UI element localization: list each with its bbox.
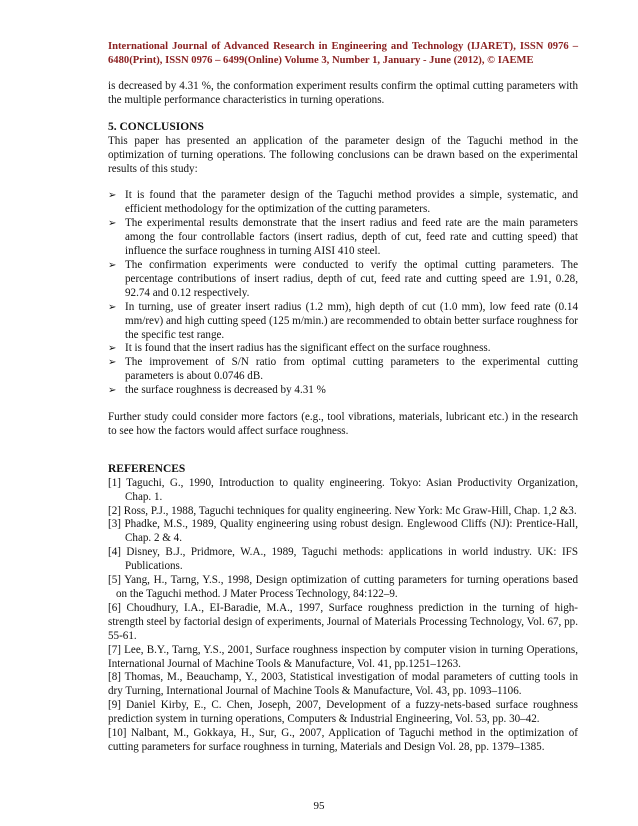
conclusions-heading: 5. CONCLUSIONS [108,120,204,133]
list-item-text: The experimental results demonstrate that the insert radius and feed rate are the main parameters among the four controllable factors (insert radius, depth of cut, feed rate and cutting speed) that influence the surface roughness in turning AISI 410 steel. [125,217,578,258]
reference-item: [6] Choudhury, I.A., EI-Baradie, M.A., 1997, Surface roughness prediction in the turning of high-strength steel by factorial design of experiments, Journal of Materials Processing Technology, Vol. 67, pp. 55-61. [108,601,578,642]
reference-item: [2] Ross, P.J., 1988, Taguchi techniques for quality engineering. New York: Mc Graw-Hill, Chap. 1,2 &3. [108,504,577,517]
list-item-text: It is found that the insert radius has the significant effect on the surface roughness. [125,342,491,355]
list-item [108,384,578,398]
reference-item: [7] Lee, B.Y., Tarng, Y.S., 2001, Surface roughness inspection by computer vision in turning Operations, International Journal of Machine Tools & Manufacture, Vol. 41, pp.1251–1263. [108,643,578,670]
arrow-bullet-icon: ➢ [108,218,117,230]
page-body [108,80,578,755]
page-number: 95 [313,800,325,812]
arrow-bullet-icon: ➢ [108,259,117,271]
reference-item: [1] Taguchi, G., 1990, Introduction to quality engineering. Tokyo: Asian Productivity Organization, Chap. 1. [108,476,578,503]
reference-item: [9] Daniel Kirby, E., C. Chen, Joseph, 2007, Development of a fuzzy-nets-based surface roughness prediction system in turning operations, Computers & Industrial Engineering, Vol. 53, pp. 30–42. [108,699,578,726]
arrow-bullet-icon: ➢ [108,301,117,313]
references-heading: REFERENCES [108,462,186,475]
journal-header: International Journal of Advanced Research in Engineering and Technology (IJARET), ISSN 0976 – 6480(Print), ISSN 0976 – 6499(Online) Volume 3, Number 1, January - June (2012), © IAEME [108,41,578,66]
list-item-text: The improvement of S/N ratio from optimal cutting parameters to the experimental cutting parameters is about 0.0746 dB. [125,356,578,383]
list-item [108,301,578,343]
arrow-bullet-icon: ➢ [108,343,117,355]
list-item [108,259,578,301]
reference-item: [5] Yang, H., Tarng, Y.S., 1998, Design optimization of cutting parameters for turning operations based on the Taguchi method. J Mater Process Technology, 84:122–9. [108,574,578,600]
arrow-bullet-icon: ➢ [108,190,117,202]
further-study-paragraph: Further study could consider more factors (e.g., tool vibrations, materials, lubricant etc.) in the research to see how the factors would affect surface roughness. [108,411,578,437]
references-list [108,477,578,755]
reference-item: [4] Disney, B.J., Pridmore, W.A., 1989, Taguchi methods: applications in world industry. UK: IFS Publications. [108,546,578,573]
reference-item: [8] Thomas, M., Beauchamp, Y., 2003, Statistical investigation of modal parameters of cutting tools in dry Turning, International Journal of Machine Tools & Manufacture, Vol. 43, pp. 1093–1106. [108,671,578,698]
arrow-bullet-icon: ➢ [108,357,117,369]
list-item [108,342,578,356]
list-item-text: It is found that the parameter design of the Taguchi method provides a simple, systematic, and efficient methodology for the optimization of the cutting parameters. [125,189,578,216]
conclusions-paragraph: This paper has presented an application of the parameter design of the Taguchi method in the optimization of turning operations. The following conclusions can be drawn based on the experimental results of this study: [108,134,578,175]
conclusions-list [108,189,578,398]
arrow-bullet-icon: ➢ [108,385,117,397]
list-item [108,217,578,259]
intro-paragraph: is decreased by 4.31 %, the conformation experiment results confirm the optimal cutting parameters with the multiple performance characteristics in turning operations. [108,80,578,106]
list-item [108,189,578,217]
reference-item: [10] Nalbant, M., Gokkaya, H., Sur, G., 2007, Application of Taguchi method in the optimization of cutting parameters for surface roughness in turning, Materials and Design Vol. 28, pp. 1379–1385. [108,727,578,753]
list-item-text: the surface roughness is decreased by 4.31 % [125,384,326,397]
list-item-text: The confirmation experiments were conducted to verify the optimal cutting parameters. The percentage contributions of insert radius, depth of cut, feed rate and cutting speed are 1.91, 0.28, 92.74 and 0.12 respectively. [125,258,578,299]
list-item-text: In turning, use of greater insert radius (1.2 mm), high depth of cut (1.0 mm), low feed rate (0.14 mm/rev) and high cutting speed (125 m/min.) are recommended to obtain better surface roughness for the specific test range. [125,300,578,341]
reference-item: [3] Phadke, M.S., 1989, Quality engineering using robust design. Englewood Cliffs (NJ): Prentice-Hall, Chap. 2 & 4. [108,518,578,545]
list-item [108,356,578,384]
